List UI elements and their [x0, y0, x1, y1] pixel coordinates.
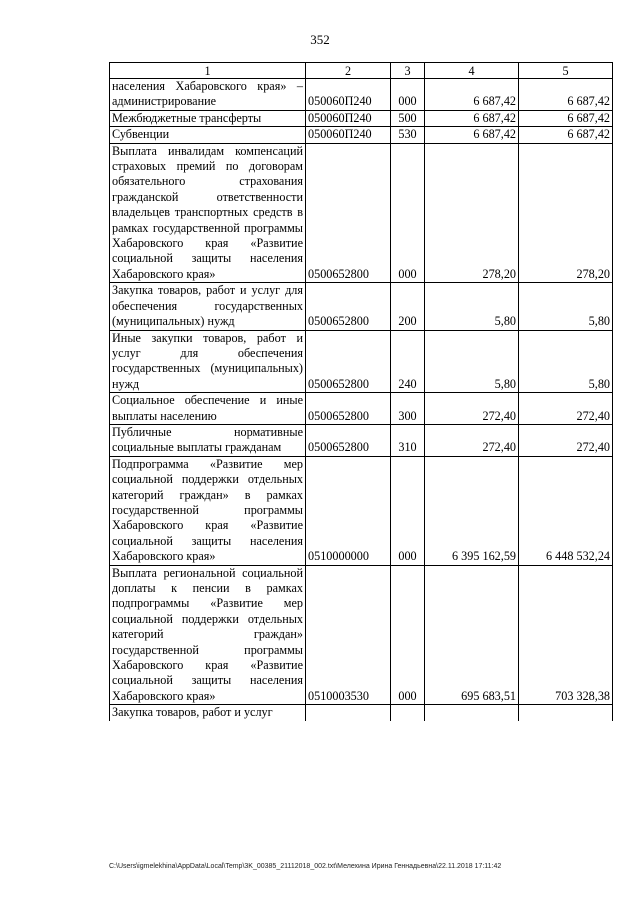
row-amount-year1: 5,80 [425, 330, 519, 393]
row-amount-year1: 6 687,42 [425, 127, 519, 143]
row-amount-year2: 272,40 [519, 393, 613, 425]
row-name: Публичные нормативные социальные выплаты гражданам [110, 424, 306, 456]
table-row [110, 283, 613, 330]
row-name: Подпрограмма «Развитие мер социальной поддержки отдельных категорий граждан» в рамках государственной программы Хабаровского края «Развитие социальной защиты населения Хабаровского края» [110, 456, 306, 565]
row-expense-type: 000 [391, 143, 425, 283]
table-header-row [110, 63, 613, 79]
header-col-1: 1 [110, 63, 306, 79]
row-name: населения Хабаровского края» – администрирование [110, 79, 306, 111]
table-row [110, 79, 613, 111]
row-name: Межбюджетные трансферты [110, 110, 306, 126]
table-row [110, 143, 613, 283]
row-amount-year2: 703 328,38 [519, 565, 613, 705]
row-name: Социальное обеспечение и иные выплаты населению [110, 393, 306, 425]
row-name: Закупка товаров, работ и услуг для обеспечения государственных (муниципальных) нужд [110, 283, 306, 330]
table-row [110, 456, 613, 565]
budget-table [109, 62, 613, 721]
row-amount-year1: 272,40 [425, 424, 519, 456]
row-expense-type: 300 [391, 393, 425, 425]
row-target-code [306, 705, 391, 721]
row-amount-year2: 5,80 [519, 283, 613, 330]
header-col-2: 2 [306, 63, 391, 79]
row-amount-year1: 695 683,51 [425, 565, 519, 705]
header-col-4: 4 [425, 63, 519, 79]
row-amount-year2: 5,80 [519, 330, 613, 393]
row-expense-type: 240 [391, 330, 425, 393]
row-amount-year2: 6 687,42 [519, 110, 613, 126]
row-target-code: 0500652800 [306, 283, 391, 330]
row-amount-year2: 6 687,42 [519, 79, 613, 111]
table-row [110, 127, 613, 143]
row-target-code: 050060П240 [306, 79, 391, 111]
table-row [110, 705, 613, 721]
table-row [110, 110, 613, 126]
row-expense-type: 530 [391, 127, 425, 143]
row-expense-type: 310 [391, 424, 425, 456]
row-amount-year1: 6 395 162,59 [425, 456, 519, 565]
row-amount-year2 [519, 705, 613, 721]
table-row [110, 424, 613, 456]
header-col-5: 5 [519, 63, 613, 79]
row-amount-year1: 278,20 [425, 143, 519, 283]
row-target-code: 050060П240 [306, 110, 391, 126]
row-amount-year2: 278,20 [519, 143, 613, 283]
row-amount-year1: 272,40 [425, 393, 519, 425]
row-expense-type: 000 [391, 456, 425, 565]
table-row [110, 393, 613, 425]
table-row [110, 330, 613, 393]
row-amount-year2: 6 448 532,24 [519, 456, 613, 565]
row-amount-year1: 6 687,42 [425, 79, 519, 111]
row-target-code: 0510003530 [306, 565, 391, 705]
row-amount-year2: 6 687,42 [519, 127, 613, 143]
row-name: Иные закупки товаров, работ и услуг для обеспечения государственных (муниципальных) нужд [110, 330, 306, 393]
row-expense-type: 000 [391, 79, 425, 111]
row-expense-type: 000 [391, 565, 425, 705]
row-target-code: 0500652800 [306, 330, 391, 393]
row-amount-year2: 272,40 [519, 424, 613, 456]
row-target-code: 0500652800 [306, 424, 391, 456]
row-target-code: 0500652800 [306, 393, 391, 425]
row-expense-type: 200 [391, 283, 425, 330]
row-name: Выплата инвалидам компенсаций страховых премий по договорам обязательного страхования гражданской ответственности владельцев транспортных средств в рамках государственной программы Хабаровского края «Развитие социальной защиты населения Хабаровского края» [110, 143, 306, 283]
page-number: 352 [310, 32, 330, 47]
row-expense-type [391, 705, 425, 721]
row-target-code: 0510000000 [306, 456, 391, 565]
row-target-code: 050060П240 [306, 127, 391, 143]
table-row [110, 565, 613, 705]
row-amount-year1: 5,80 [425, 283, 519, 330]
row-amount-year1: 6 687,42 [425, 110, 519, 126]
row-name: Субвенции [110, 127, 306, 143]
row-amount-year1 [425, 705, 519, 721]
row-name: Выплата региональной социальной доплаты к пенсии в рамках подпрограммы «Развитие мер социальной поддержки отдельных категорий граждан» государственной программы Хабаровского края «Развитие социальной защиты населения Хабаровского края» [110, 565, 306, 705]
document-path-footer: C:\Users\igmelekhina\AppData\Local\Temp\3K_00385_21112018_002.txt\Мелехина Ирина Геннадьевна\22.11.2018 17:11:42 [109, 863, 502, 870]
row-target-code: 0500652800 [306, 143, 391, 283]
header-col-3: 3 [391, 63, 425, 79]
row-expense-type: 500 [391, 110, 425, 126]
row-name: Закупка товаров, работ и услуг [110, 705, 306, 721]
